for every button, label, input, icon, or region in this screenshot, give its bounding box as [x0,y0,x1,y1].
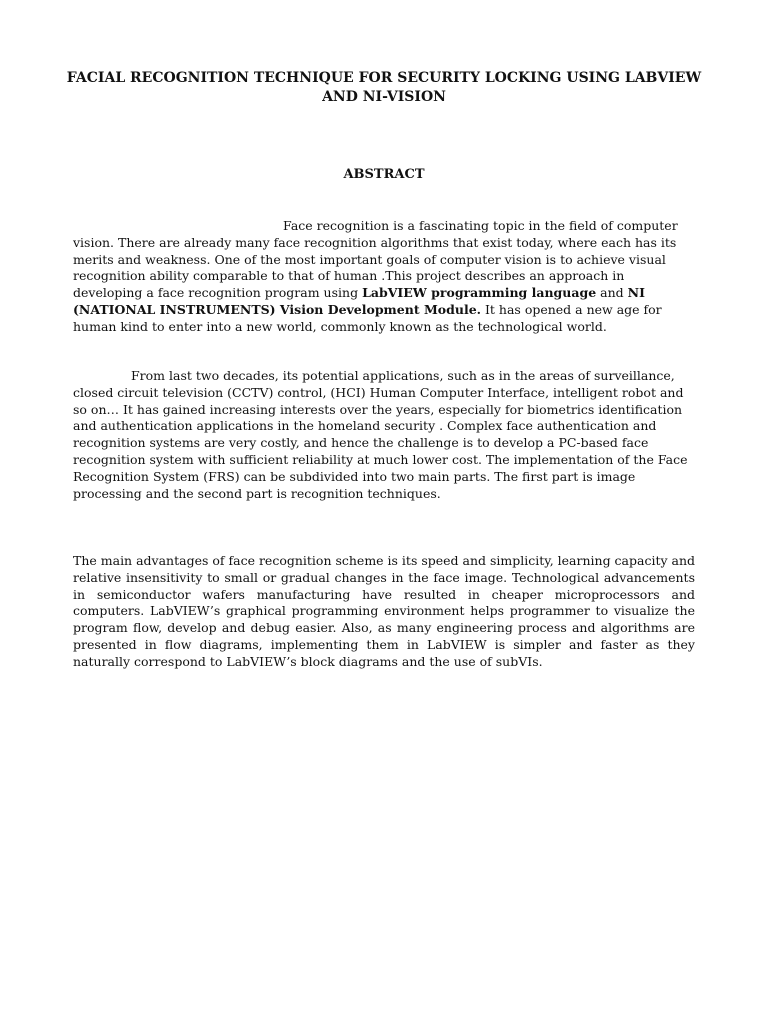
document-title: FACIAL RECOGNITION TECHNIQUE FOR SECURITY LOCKING USING LABVIEW AND NI-VISION [66,70,702,105]
paragraph-1-text-b: and [596,285,628,301]
paragraph-1-text-c: It has opened a new age for human kind to enter into a new world, commonly known as the technological world. [73,301,662,334]
paragraph-1-bold-labview: LabVIEW programming language [362,285,597,301]
abstract-paragraph-1 [73,218,695,336]
abstract-heading: ABSTRACT [343,167,425,182]
paragraph-1-bold-ni-vision: NI (NATIONAL INSTRUMENTS) Vision Development Module. [73,285,645,317]
paragraph-1-text-a: Face recognition is a fascinating topic in the field of computer vision. There are already many face recognition algorithms that exist today, where each has its merits and weakness. One of the most important goals of computer vision is to achieve visual recognition ability comparable to that of human .This project describes an approach in developing a face recognition program using [73,218,678,301]
abstract-paragraph-3: The main advantages of face recognition scheme is its speed and simplicity, learning capacity and relative insensitivity to small or gradual changes in the face image. Technological advancements in semiconductor wafers manufacturing have resulted in cheaper microprocessors and computers. LabVIEW’s graphical programming environment helps programmer to visualize the program flow, develop and debug easier. Also, as many engineering process and algorithms are presented in flow diagrams, implementing them in LabVIEW is simpler and faster as they naturally correspond to LabVIEW’s block diagrams and the use of subVIs. [73,553,696,669]
abstract-paragraph-2: From last two decades, its potential applications, such as in the areas of surveillance, closed circuit television (CCTV) control, (HCI) Human Computer Interface, intelligent robot and so on… It has gained increasing interests over the years, especially for biometrics identification and authentication applications in the homeland security . Complex face authentication and recognition systems are very costly, and hence the challenge is to develop a PC-based face recognition system with sufficient reliability at much lower cost. The implementation of the Face Recognition System (FRS) can be subdivided into two main parts. The first part is image processing and the second part is recognition techniques. [73,368,688,501]
